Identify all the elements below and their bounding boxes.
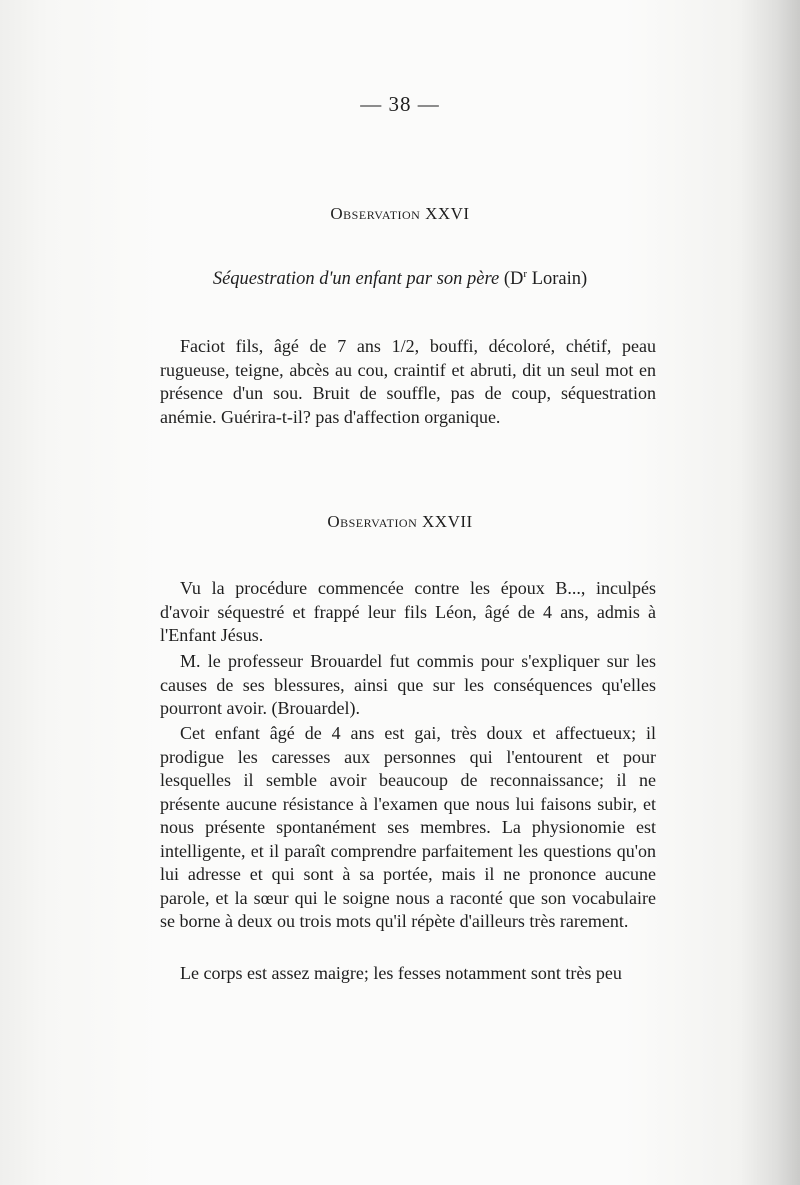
subtitle-author-rest: Lorain) [527, 269, 588, 290]
observation-26-heading: Observation XXVI [330, 204, 470, 223]
page-edge-shadow [740, 0, 800, 1185]
page-number: — 38 — [360, 92, 440, 116]
observation-26-subtitle [0, 268, 800, 290]
observation-27-paragraph-2: M. le professeur Brouardel fut commis pour s'expliquer sur les causes de ses blessures, ainsi que sur les conséquences qu'elles pourront avoir. (Brouardel). [160, 651, 656, 718]
subtitle-author-prefix: (D [503, 269, 524, 290]
observation-26-paragraph: Faciot fils, âgé de 7 ans 1/2, bouffi, décoloré, chétif, peau rugueuse, teigne, abcès au cou, craintif et abruti, dit un seul mot en présence d'un sou. Bruit de souffle, pas de coup, séquestration anémie. Guérira-t-il? pas d'affection organique. [160, 336, 656, 427]
observation-27-heading: Observation XXVII [327, 512, 473, 531]
observation-27-paragraph-1: Vu la procédure commencée contre les époux B..., inculpés d'avoir séquestré et frappé leur fils Léon, âgé de 4 ans, admis à l'Enfant Jésus. [160, 578, 656, 645]
subtitle-author-sup: r [523, 268, 528, 280]
subtitle-title: Séquestration d'un enfant par son père [212, 269, 500, 290]
observation-27-paragraph-4: Le corps est assez maigre; les fesses notamment sont très peu [180, 963, 622, 983]
observation-27-paragraph-3: Cet enfant âgé de 4 ans est gai, très doux et affectueux; il prodigue les caresses aux personnes qui l'entourent et pour lesquelles il semble avoir beaucoup de reconnaissance; il ne présente aucune résistance à l'examen que nous lui faisons subir, et nous présente spontanément ses membres. La physionomie est intelligente, et il paraît comprendre parfaitement les questions qu'on lui adresse et qui sont à sa portée, mais il ne prononce aucune parole, et la sœur qui le soigne nous a raconté que son vocabulaire se borne à deux ou trois mots qu'il répète d'ailleurs très rarement. [160, 723, 656, 931]
